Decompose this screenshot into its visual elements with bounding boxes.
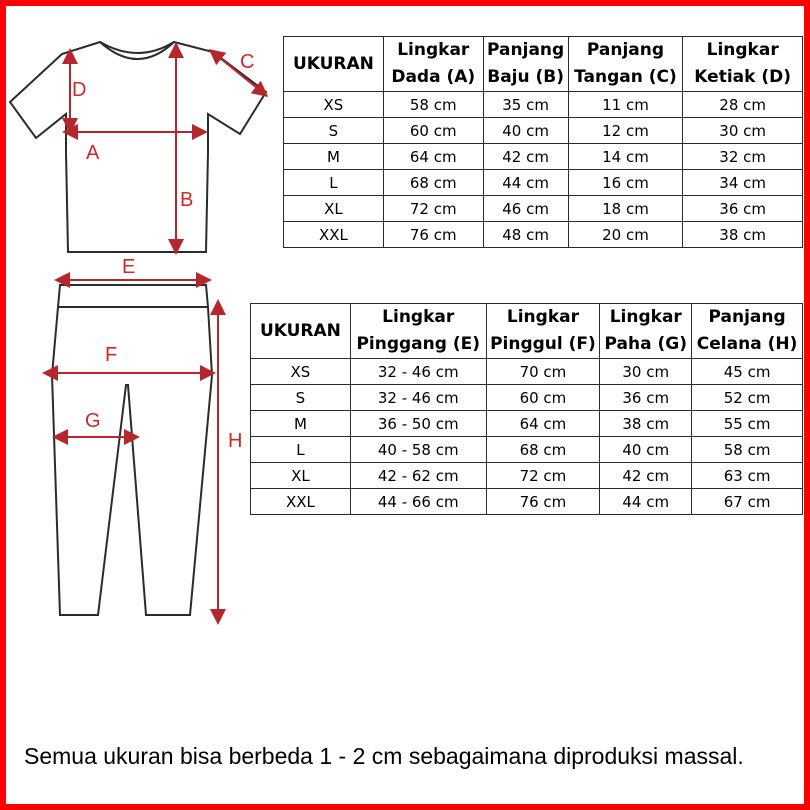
table-cell: S bbox=[251, 385, 351, 411]
table-cell: XXL bbox=[251, 489, 351, 515]
header-text: Pinggang (E) bbox=[356, 334, 480, 354]
table-row bbox=[251, 463, 803, 489]
table-cell: 36 cm bbox=[600, 385, 692, 411]
table-cell: 58 cm bbox=[692, 437, 803, 463]
table-cell: XL bbox=[251, 463, 351, 489]
label-e: E bbox=[122, 256, 136, 278]
label-h: H bbox=[228, 430, 243, 452]
table-cell: 11 cm bbox=[568, 92, 683, 118]
table-cell: M bbox=[284, 144, 384, 170]
table-cell: 70 cm bbox=[486, 359, 600, 385]
table-cell: 30 cm bbox=[683, 118, 803, 144]
table-cell: 32 - 46 cm bbox=[350, 385, 486, 411]
table-cell: 58 cm bbox=[383, 92, 483, 118]
pants-diagram bbox=[40, 255, 255, 635]
table-cell: 40 cm bbox=[600, 437, 692, 463]
table-cell: L bbox=[284, 170, 384, 196]
table-cell: XL bbox=[284, 196, 384, 222]
header-panjang-celana bbox=[692, 304, 803, 359]
table-row bbox=[284, 144, 803, 170]
table-cell: 68 cm bbox=[486, 437, 600, 463]
table-cell: 16 cm bbox=[568, 170, 683, 196]
label-g: G bbox=[85, 410, 101, 432]
header-text: Lingkar bbox=[609, 307, 682, 327]
table-cell: 52 cm bbox=[692, 385, 803, 411]
table-cell: 44 cm bbox=[600, 489, 692, 515]
table-row bbox=[251, 385, 803, 411]
header-lingkar-pinggang bbox=[350, 304, 486, 359]
table-cell: 60 cm bbox=[486, 385, 600, 411]
table-cell: 32 - 46 cm bbox=[350, 359, 486, 385]
table-row bbox=[251, 489, 803, 515]
table-cell: 30 cm bbox=[600, 359, 692, 385]
header-text: Ketiak (D) bbox=[694, 67, 792, 87]
table-cell: 72 cm bbox=[383, 196, 483, 222]
table-cell: 44 - 66 cm bbox=[350, 489, 486, 515]
table-cell: 18 cm bbox=[568, 196, 683, 222]
table-cell: XS bbox=[251, 359, 351, 385]
table-cell: 36 - 50 cm bbox=[350, 411, 486, 437]
table-cell: 38 cm bbox=[683, 222, 803, 248]
table-cell: 38 cm bbox=[600, 411, 692, 437]
table-cell: L bbox=[251, 437, 351, 463]
header-lingkar-pinggul bbox=[486, 304, 600, 359]
header-text: Lingkar bbox=[706, 40, 779, 60]
table-row bbox=[251, 411, 803, 437]
table-cell: XS bbox=[284, 92, 384, 118]
header-panjang-tangan bbox=[568, 37, 683, 92]
table-cell: 64 cm bbox=[486, 411, 600, 437]
table-cell: 28 cm bbox=[683, 92, 803, 118]
table-header-row bbox=[284, 37, 803, 92]
table-cell: 63 cm bbox=[692, 463, 803, 489]
label-f: F bbox=[105, 344, 118, 366]
table-cell: 76 cm bbox=[486, 489, 600, 515]
header-text: Pinggul (F) bbox=[490, 334, 596, 354]
table-cell: XXL bbox=[284, 222, 384, 248]
table-cell: 35 cm bbox=[483, 92, 568, 118]
header-text: Panjang bbox=[586, 40, 665, 60]
header-text: Celana (H) bbox=[696, 334, 798, 354]
header-text: Lingkar bbox=[397, 40, 470, 60]
label-b: B bbox=[180, 189, 194, 211]
table-cell: 44 cm bbox=[483, 170, 568, 196]
header-text: Lingkar bbox=[382, 307, 455, 327]
header-text: Panjang bbox=[487, 40, 565, 60]
table-cell: 60 cm bbox=[383, 118, 483, 144]
table-cell: 42 cm bbox=[483, 144, 568, 170]
table-cell: 68 cm bbox=[383, 170, 483, 196]
table-cell: 76 cm bbox=[383, 222, 483, 248]
table-cell: 40 cm bbox=[483, 118, 568, 144]
shirt-size-table bbox=[283, 36, 803, 248]
table-row bbox=[284, 118, 803, 144]
label-a: A bbox=[86, 142, 100, 164]
table-header-row bbox=[251, 304, 803, 359]
table-row bbox=[284, 222, 803, 248]
table-cell: 48 cm bbox=[483, 222, 568, 248]
label-c: C bbox=[240, 51, 255, 73]
table-cell: 14 cm bbox=[568, 144, 683, 170]
header-text: Paha (G) bbox=[604, 334, 687, 354]
header-text: UKURAN bbox=[259, 320, 341, 341]
header-panjang-baju bbox=[483, 37, 568, 92]
label-d: D bbox=[72, 79, 87, 101]
header-ukuran bbox=[251, 304, 351, 359]
header-ukuran bbox=[284, 37, 384, 92]
header-lingkar-paha bbox=[600, 304, 692, 359]
header-text: Baju (B) bbox=[487, 67, 565, 87]
table-cell: 46 cm bbox=[483, 196, 568, 222]
table-cell: 67 cm bbox=[692, 489, 803, 515]
table-row bbox=[284, 92, 803, 118]
table-row bbox=[251, 359, 803, 385]
pants-measure-arrows bbox=[50, 280, 218, 617]
table-cell: M bbox=[251, 411, 351, 437]
table-row bbox=[251, 437, 803, 463]
table-cell: 40 - 58 cm bbox=[350, 437, 486, 463]
table-cell: 72 cm bbox=[486, 463, 600, 489]
header-text: Dada (A) bbox=[391, 67, 476, 87]
table-cell: 34 cm bbox=[683, 170, 803, 196]
tshirt-diagram bbox=[8, 34, 278, 274]
table-cell: S bbox=[284, 118, 384, 144]
pants-outline bbox=[52, 285, 212, 615]
tshirt-outline bbox=[10, 42, 266, 252]
table-cell: 20 cm bbox=[568, 222, 683, 248]
table-row bbox=[284, 170, 803, 196]
table-cell: 45 cm bbox=[692, 359, 803, 385]
table-cell: 42 - 62 cm bbox=[350, 463, 486, 489]
size-note: Semua ukuran bisa berbeda 1 - 2 cm sebagaimana diproduksi massal. bbox=[24, 743, 744, 769]
table-cell: 64 cm bbox=[383, 144, 483, 170]
header-text: Lingkar bbox=[506, 307, 579, 327]
header-text: Tangan (C) bbox=[574, 67, 677, 87]
header-lingkar-ketiak bbox=[683, 37, 803, 92]
header-lingkar-dada bbox=[383, 37, 483, 92]
header-text: Panjang bbox=[708, 307, 786, 327]
table-cell: 36 cm bbox=[683, 196, 803, 222]
table-cell: 42 cm bbox=[600, 463, 692, 489]
table-cell: 55 cm bbox=[692, 411, 803, 437]
table-cell: 32 cm bbox=[683, 144, 803, 170]
pants-size-table bbox=[250, 303, 803, 515]
table-row bbox=[284, 196, 803, 222]
table-cell: 12 cm bbox=[568, 118, 683, 144]
header-text: UKURAN bbox=[292, 53, 374, 74]
